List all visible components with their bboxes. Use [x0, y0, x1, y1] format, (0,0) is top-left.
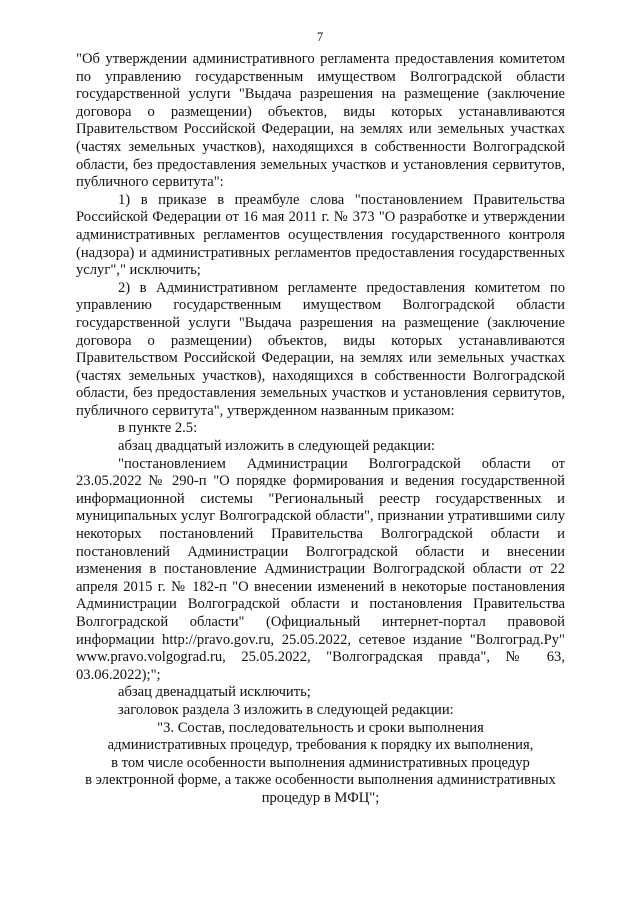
paragraph-section-3-heading-intro: заголовок раздела 3 изложить в следующей редакции:: [118, 701, 454, 718]
paragraph-item-2: 2) в Административном регламенте предоставления комитетом по управлению государственным имуществом Волгоградской области государственной услуги "Выдача разрешения на размещение (заключение договора о размещении) объектов, виды которых устанавливаются Правительством Российской Федерации, на землях или земельных участках (частях земельных участков), находящихся в собственности Волгоградской области, без предоставления земельных участков и установления сервитутов, публичного сервитута", утвержденном названным приказом:: [76, 279, 565, 419]
heading-line: административных процедур, требования к порядку их выполнения,: [107, 737, 534, 754]
paragraph-abzac-20-intro: абзац двадцатый изложить в следующей редакции:: [118, 438, 435, 455]
section-3-new-heading: [76, 720, 565, 808]
heading-line: процедур в МФЦ";: [261, 789, 380, 806]
document-body: [76, 51, 565, 808]
heading-line: "3. Состав, последовательность и сроки выполнения: [157, 719, 484, 736]
paragraph-quoted-resolution: "постановлением Администрации Волгоградской области от 23.05.2022 № 290-п "О порядке формирования и ведения государственной информационной системы "Региональный реестр государственных и муниципальных услуг Волгоградской области", признании утратившими силу некоторых постановлений Правительства Волгоградской области и постановлений Администрации Волгоградской области и внесении изменения в постановление Администрации Волгоградской области от 22 апреля 2015 г. № 182-п "О внесении изменений в некоторые постановления Администрации Волгоградской области и постановления Правительства Волгоградской области" (Официальный интернет-портал правовой информации http://pravo.gov.ru, 25.05.2022, сетевое издание "Волгоград.Ру" www.pravo.volgograd.ru, 25.05.2022, "Волгоградская правда", № 63, 03.06.2022);";: [76, 455, 565, 683]
page-number: 7: [316, 30, 324, 44]
heading-line: в том числе особенности выполнения административных процедур: [111, 754, 530, 771]
paragraph-clause-2-5: в пункте 2.5:: [118, 420, 198, 437]
paragraph-order-title: "Об утверждении административного регламента предоставления комитетом по управлению государственным имуществом Волгоградской области государственной услуги "Выдача разрешения на размещение (заключение договора о размещении) объектов, виды которых устанавливаются Правительством Российской Федерации, на землях или земельных участках (частях земельных участков), находящихся в собственности Волгоградской области, без предоставления земельных участков и установления сервитутов, публичного сервитута":: [76, 51, 565, 191]
paragraph-item-1: 1) в приказе в преамбуле слова "постановлением Правительства Российской Федерации от 16 мая 2011 г. № 373 "О разработке и утверждении административных регламентов осуществления государственного контроля (надзора) и административных регламентов предоставления государственных услуг"," исключить;: [76, 191, 565, 279]
paragraph-abzac-12-exclude: абзац двенадцатый исключить;: [118, 684, 311, 701]
heading-line: в электронной форме, а также особенности выполнения административных: [85, 772, 556, 789]
